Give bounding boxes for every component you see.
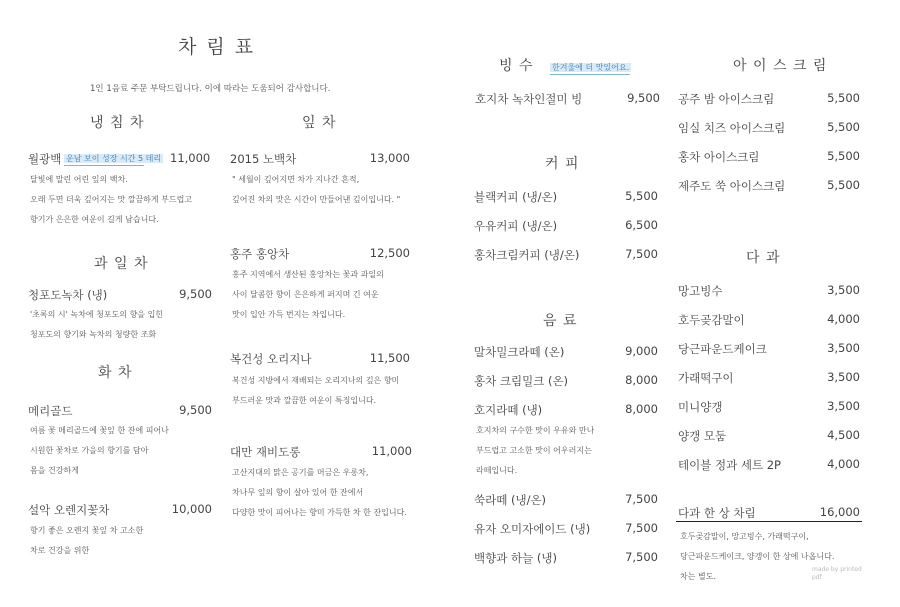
icecream-name-4: 제주도 쑥 아이스크림 <box>678 179 786 193</box>
dessert-name-2: 호두곶감말이 <box>678 313 745 327</box>
fruit-tea-name: 청포도녹차 (냉) <box>28 288 108 302</box>
coffee-price-1: 5,500 <box>625 189 658 203</box>
icecream-price-1: 5,500 <box>827 91 860 105</box>
menu-subtitle: 1인 1음료 주문 부탁드립니다. 이에 따라는 도움되어 감사합니다. <box>90 84 331 94</box>
drink-price-5: 7,500 <box>625 521 658 535</box>
fruit-tea-desc: '초록의 시' 녹차에 청포도의 향을 입힌 청포도의 향기와 녹차의 청량한 조화 <box>30 310 164 339</box>
leaf-tea-desc-1: " 세월이 깊어지면 차가 지나간 흔적, 깊어진 차의 맛은 시간이 만들어낸 깊이입니다. " <box>232 175 401 204</box>
dessert-set-desc: 호두곶감말이, 망고빙수, 가래떡구이, 당근파운드케이크, 양갱이 한 상에 나옵니다. 차는 별도. <box>680 532 835 581</box>
drink-name-5: 유자 오미자에이드 (냉) <box>474 522 591 536</box>
section-heading-dessert: 다 과 <box>746 250 781 266</box>
bingsu-item-price: 9,500 <box>627 91 660 105</box>
flower-tea-name-2: 설악 오렌지꽃차 <box>28 503 110 517</box>
drink-desc-3: 호지차의 구수한 맛이 우유와 만나 부드럽고 고소한 맛이 어우러지는 라떼입니다. <box>476 426 595 475</box>
coffee-price-3: 7,500 <box>625 247 658 261</box>
leaf-tea-name-2: 홍주 홍앙차 <box>230 247 290 261</box>
dessert-name-5: 미니양갱 <box>678 400 723 414</box>
section-heading-flower-tea: 화 차 <box>98 365 133 381</box>
dessert-set-name: 다과 한 상 차림 <box>678 506 756 520</box>
flower-tea-price-1: 9,500 <box>179 403 212 417</box>
leaf-tea-price-4: 11,000 <box>371 444 412 458</box>
leaf-tea-name-3: 복건성 오리지나 <box>230 352 312 366</box>
section-heading-coffee: 커 피 <box>545 156 580 172</box>
drink-price-4: 7,500 <box>625 492 658 506</box>
drink-price-1: 9,000 <box>625 344 658 358</box>
drink-name-6: 백향과 하늘 (냉) <box>474 551 557 565</box>
dessert-price-2: 4,000 <box>827 312 860 326</box>
flower-tea-name-1: 메리골드 <box>28 404 73 418</box>
bingsu-note-underline <box>550 74 630 75</box>
section-heading-cold-tea: 냉 침 차 <box>90 115 145 131</box>
drink-price-3: 8,000 <box>625 402 658 416</box>
dessert-name-6: 양갱 모둠 <box>678 429 727 443</box>
flower-tea-desc-2: 향기 좋은 오렌지 꽃잎 차 고소한 차로 건강을 위한 <box>30 526 144 555</box>
dessert-set-divider <box>676 521 862 522</box>
section-heading-icecream: 아 이 스 크 림 <box>733 58 828 74</box>
coffee-name-3: 홍차크림커피 (냉/온) <box>474 248 580 262</box>
section-heading-drinks: 음 료 <box>543 313 578 329</box>
drink-name-4: 쑥라떼 (냉/온) <box>474 493 547 507</box>
leaf-tea-desc-3: 복건성 지방에서 재배되는 오리지나의 깊은 향미 부드러운 맛과 깔끔한 여운이 특징입니다. <box>232 376 400 405</box>
leaf-tea-name-4: 대만 재비도롱 <box>230 445 301 459</box>
icecream-name-1: 공주 밤 아이스크림 <box>678 92 775 106</box>
cold-tea-name: 월광백 <box>28 152 62 166</box>
dessert-price-1: 3,500 <box>827 283 860 297</box>
dessert-set-price: 16,000 <box>819 505 860 519</box>
dessert-price-5: 3,500 <box>827 399 860 413</box>
icecream-price-4: 5,500 <box>827 178 860 192</box>
drink-name-1: 말차밀크라떼 (온) <box>474 345 565 359</box>
coffee-name-2: 우유커피 (냉/온) <box>474 219 558 233</box>
leaf-tea-desc-4: 고산지대의 맑은 공기를 머금은 우롱차, 차나무 잎의 향이 살아 있어 한 잔에서 다양한 맛이 피어나는 향미 가득한 차 한 잔입니다. <box>232 468 407 517</box>
dessert-price-3: 3,500 <box>827 341 860 355</box>
coffee-name-1: 블랙커피 (냉/온) <box>474 190 558 204</box>
dessert-name-7: 테이블 정과 세트 2P <box>678 458 781 472</box>
section-heading-fruit-tea: 과 일 차 <box>94 256 149 272</box>
drink-name-3: 호지라떼 (냉) <box>474 403 543 417</box>
leaf-tea-name-1: 2015 노백차 <box>230 152 297 166</box>
leaf-tea-price-2: 12,500 <box>369 246 410 260</box>
leaf-tea-price-1: 13,000 <box>369 151 410 165</box>
dessert-name-3: 당근파운드케이크 <box>678 342 767 356</box>
flower-tea-price-2: 10,000 <box>171 502 212 516</box>
icecream-name-2: 임실 치즈 아이스크림 <box>678 121 786 135</box>
leaf-tea-desc-2: 홍주 지역에서 생산된 홍앙차는 꽃과 과일의 사이 달콤한 향이 은은하게 퍼지며 긴 여운 맛이 입안 가득 번지는 차입니다. <box>232 270 384 319</box>
cold-tea-price: 11,000 <box>170 151 211 165</box>
bingsu-note: 한겨울에 더 맛있어요. <box>552 63 630 72</box>
cold-tea-note: 운남 보이 성장 시간 5 데리 <box>66 154 162 163</box>
drink-price-2: 8,000 <box>625 373 658 387</box>
section-heading-bingsu: 빙 수 <box>499 58 534 74</box>
cold-tea-desc: 달빛에 말린 어린 잎의 백차. 오래 두면 더욱 깊어지는 맛 깔끔하게 부드럽고 향기가 은은한 여운이 길게 남습니다. <box>30 175 193 224</box>
icecream-name-3: 홍차 아이스크림 <box>678 150 760 164</box>
icecream-price-2: 5,500 <box>827 120 860 134</box>
dessert-name-1: 망고빙수 <box>678 284 723 298</box>
cold-tea-note-underline <box>64 165 144 166</box>
fruit-tea-price: 9,500 <box>179 287 212 301</box>
dessert-name-4: 가래떡구이 <box>678 371 734 385</box>
menu-title: 차 림 표 <box>178 36 256 58</box>
leaf-tea-price-3: 11,500 <box>369 351 410 365</box>
bingsu-item-name: 호지차 녹차인절미 빙 <box>475 92 583 106</box>
watermark-stamp: made by printed pdf <box>812 566 862 581</box>
drink-name-2: 홍차 크림밀크 (온) <box>474 374 569 388</box>
dessert-price-4: 3,500 <box>827 370 860 384</box>
dessert-price-6: 4,500 <box>827 428 860 442</box>
drink-price-6: 7,500 <box>625 550 658 564</box>
section-heading-leaf-tea: 잎 차 <box>302 115 337 131</box>
dessert-price-7: 4,000 <box>827 457 860 471</box>
coffee-price-2: 6,500 <box>625 218 658 232</box>
icecream-price-3: 5,500 <box>827 149 860 163</box>
flower-tea-desc-1: 여름 꽃 메리골드에 꽃잎 한 잔에 피어나 시원한 꽃차로 가을의 향기를 담아 몸을 건강하게 <box>30 426 169 475</box>
